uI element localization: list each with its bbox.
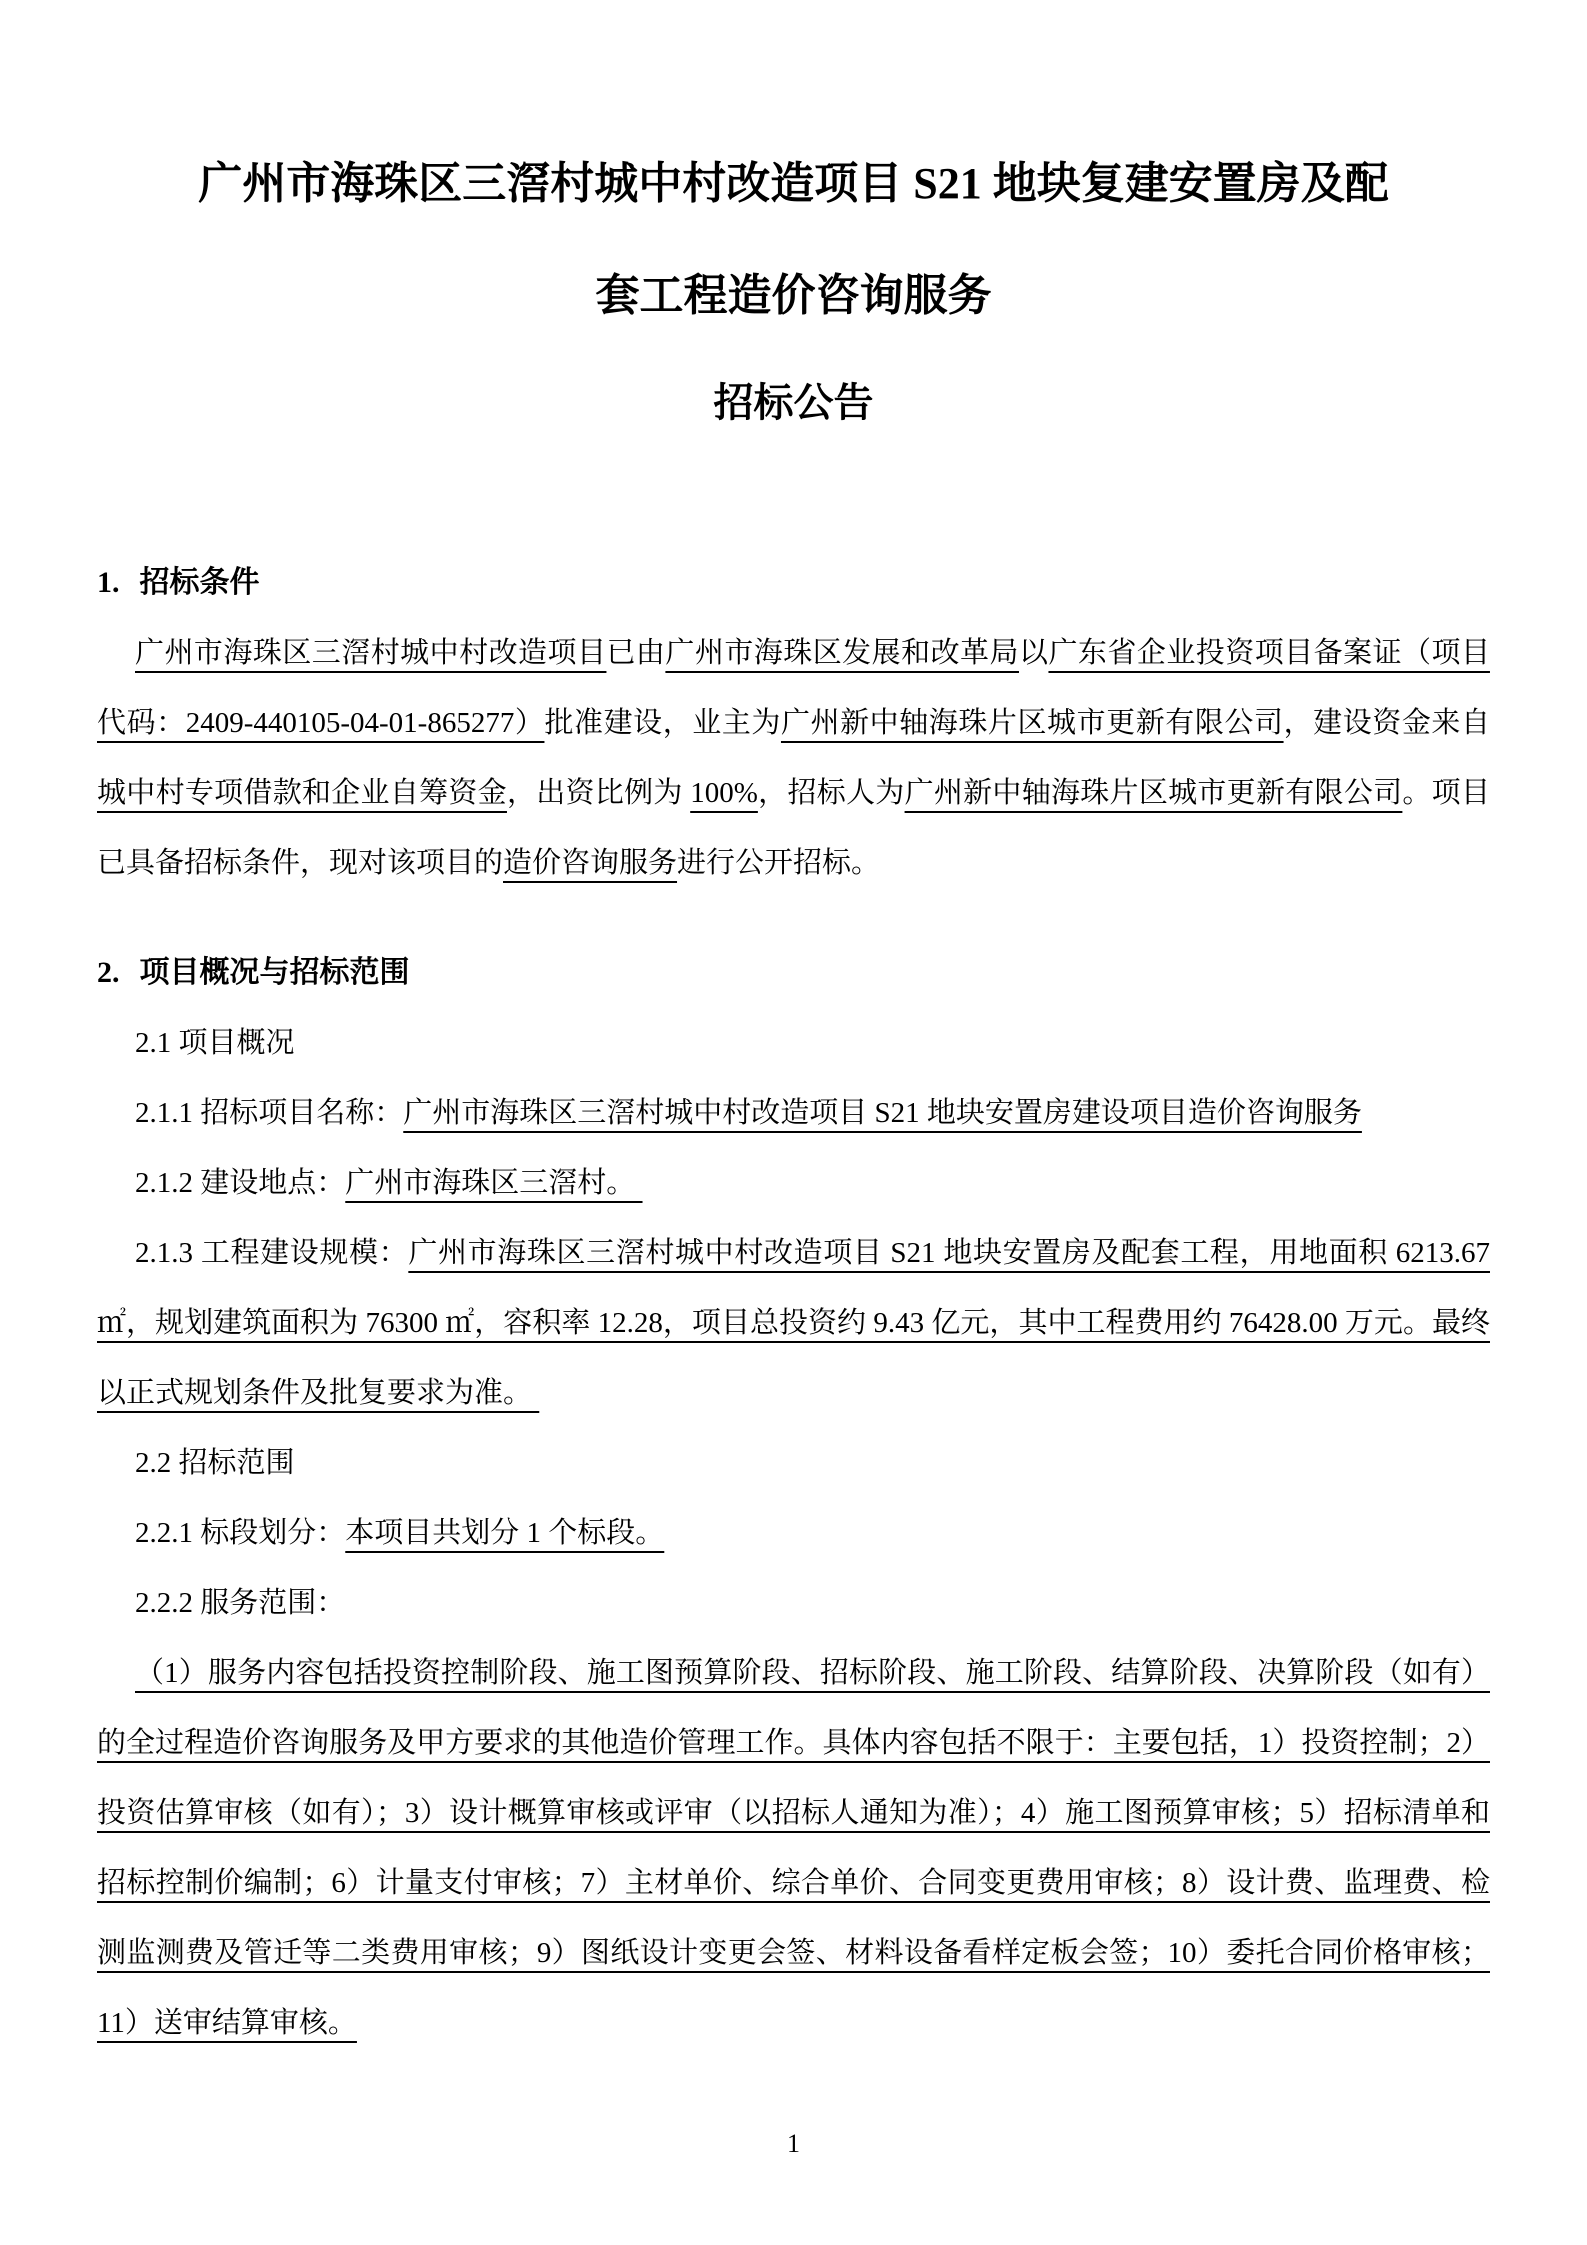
plain-text: ，建设资金来自 — [1283, 707, 1490, 739]
announcement-subtitle: 招标公告 — [713, 380, 874, 425]
section-1-title: 招标条件 — [139, 566, 260, 599]
plain-text: 2.1 项目概况 — [135, 1027, 295, 1059]
section-2-number: 2. — [97, 956, 120, 989]
clause-2-1 — [97, 1008, 1490, 1078]
underlined-text: 本项目共划分 1 个标段。 — [345, 1517, 665, 1549]
clause-2-2-1 — [97, 1498, 1490, 1568]
tender-conditions-paragraph — [97, 618, 1490, 898]
section-2-heading — [97, 938, 1490, 1008]
underlined-text: 广州市海珠区三滘村。 — [345, 1167, 643, 1199]
plain-text: 。项目已具备招标条件，现对该项目的 — [97, 777, 1490, 879]
clause-2-2-2 — [97, 1568, 1490, 1638]
underlined-text: 广州市海珠区三滘村城中村改造项目 — [135, 637, 607, 669]
section-1-heading — [97, 548, 1490, 618]
underlined-text: 广东省企业投资项目备案证（项目代码：2409-440105-04-01-865277） — [97, 637, 1490, 739]
document-title — [97, 128, 1490, 352]
underlined-text: （1）服务内容包括投资控制阶段、施工图预算阶段、招标阶段、施工阶段、结算阶段、决算阶段（如有）的全过程造价咨询服务及甲方要求的其他造价管理工作。具体内容包括不限于：主要包括，1）投资控制；2）投资估算审核（如有）；3）设计概算审核或评审（以招标人通知为准）；4）施工图预算审核；5）招标清单和招标控制价编制；6）计量支付审核；7）主材单价、综合单价、合同变更费用审核；8）设计费、监理费、检测监测费及管迁等二类费用审核；9）图纸设计变更会签、材料设备看样定板会签；10）委托合同价格审核；11）送审结算审核。 — [97, 1657, 1490, 2039]
clause-2-1-2 — [97, 1148, 1490, 1218]
plain-text: 2.1.1 招标项目名称： — [135, 1097, 404, 1129]
section-1-number: 1. — [97, 566, 120, 599]
service-scope-paragraph — [97, 1638, 1490, 2058]
section-2-title: 项目概况与招标范围 — [139, 956, 410, 989]
underlined-text: 城中村专项借款和企业自筹资金 — [97, 777, 507, 809]
underlined-text: 广州市海珠区发展和改革局 — [665, 637, 1019, 669]
plain-text: ，出资比例为 — [506, 777, 691, 809]
clause-2-1-1 — [97, 1078, 1490, 1148]
plain-text: 批准建设，业主为 — [544, 707, 781, 739]
underlined-text: 100% — [690, 777, 758, 809]
plain-text: 以 — [1018, 637, 1049, 669]
plain-text: 已由 — [606, 637, 666, 669]
underlined-text: 广州新中轴海珠片区城市更新有限公司 — [904, 777, 1403, 809]
underlined-text: 造价咨询服务 — [503, 847, 678, 879]
plain-text: 进行公开招标。 — [677, 847, 881, 879]
plain-text: ，招标人为 — [757, 777, 905, 809]
underlined-text: 广州新中轴海珠片区城市更新有限公司 — [780, 707, 1284, 739]
plain-text: 2.1.2 建设地点： — [135, 1167, 346, 1199]
page-number: 1 — [787, 2129, 800, 2158]
clause-2-2 — [97, 1428, 1490, 1498]
underlined-text: 广州市海珠区三滘村城中村改造项目 S21 地块安置房建设项目造价咨询服务 — [403, 1097, 1362, 1129]
plain-text: 2.2.2 服务范围： — [135, 1587, 346, 1619]
underlined-text: 广州市海珠区三滘村城中村改造项目 S21 地块安置房及配套工程，用地面积 6213.67 ㎡，规划建筑面积为 76300 ㎡，容积率 12.28，项目总投资约 9.43 亿元，其中工程费用约 76428.00 万元。最终以正式规划条件及批复要求为准。 — [97, 1237, 1498, 1409]
plain-text: 2.2.1 标段划分： — [135, 1517, 346, 1549]
title-line-2: 套工程造价咨询服务 — [595, 271, 992, 320]
title-line-1: 广州市海珠区三滘村城中村改造项目 S21 地块复建安置房及配 — [198, 159, 1389, 208]
clause-2-1-3 — [97, 1218, 1498, 1428]
plain-text: 2.1.3 工程建设规模： — [135, 1237, 409, 1269]
plain-text: 2.2 招标范围 — [135, 1447, 295, 1479]
